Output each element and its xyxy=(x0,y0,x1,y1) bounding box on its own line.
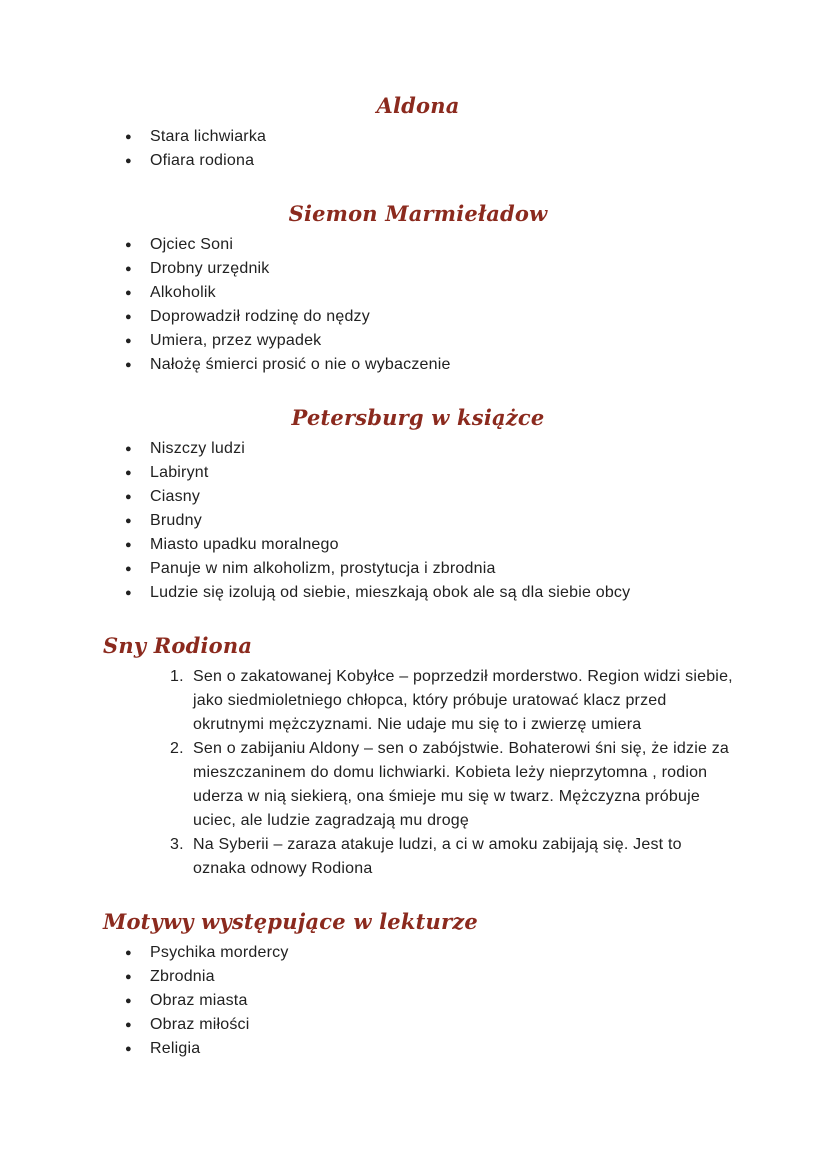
list-item: ● Labirynt xyxy=(150,461,733,485)
list-item: ● Umiera, przez wypadek xyxy=(150,329,733,353)
list-item: ● Ludzie się izolują od siebie, mieszkają obok ale są dla siebie obcy xyxy=(150,581,733,605)
list-item: ● Miasto upadku moralnego xyxy=(150,533,733,557)
bullet-list xyxy=(103,125,733,173)
section-sny-rodiona xyxy=(103,633,733,881)
section-heading: Petersburg w książce xyxy=(291,405,545,430)
section-aldona xyxy=(103,93,733,173)
list-item: ● Religia xyxy=(150,1037,733,1061)
list-item: ● Zbrodnia xyxy=(150,965,733,989)
list-item: ● Alkoholik xyxy=(150,281,733,305)
section-heading: Sny Rodiona xyxy=(103,633,253,658)
list-item: Sen o zakatowanej Kobyłce – poprzedził morderstwo. Region widzi siebie, jako siedmioletniego chłopca, który próbuje uratować klacz przed okrutnymi mężczyznami. Nie udaje mu się to i zwierzę umiera xyxy=(193,668,733,733)
section-heading: Aldona xyxy=(376,93,460,118)
section-heading: Siemon Marmieładow xyxy=(288,201,548,226)
list-item: ● Niszczy ludzi xyxy=(150,437,733,461)
list-item: Sen o zabijaniu Aldony – sen o zabójstwie. Bohaterowi śni się, że idzie za mieszczaninem do domu lichwiarki. Kobieta leży nieprzytomna , rodion uderza w nią siekierą, ona śmieje mu się w twarz. Mężczyzna próbuje uciec, ale ludzie zagradzają mu drogę xyxy=(193,740,729,829)
bullet-list xyxy=(103,233,733,377)
list-item: ● Obraz miłości xyxy=(150,1013,733,1037)
list-item: ● Panuje w nim alkoholizm, prostytucja i zbrodnia xyxy=(150,557,733,581)
list-item: ● Nałożę śmierci prosić o nie o wybaczenie xyxy=(150,353,733,377)
list-item: ● Psychika mordercy xyxy=(150,941,733,965)
section-motywy xyxy=(103,909,733,1061)
list-item: Na Syberii – zaraza atakuje ludzi, a ci w amoku zabijają się. Jest to oznaka odnowy Rodiona xyxy=(193,836,682,877)
section-petersburg xyxy=(103,405,733,605)
section-heading: Motywy występujące w lekturze xyxy=(103,909,478,934)
numbered-list xyxy=(103,665,733,881)
bullet-list xyxy=(103,437,733,605)
list-item: ● Ciasny xyxy=(150,485,733,509)
list-item: ● Drobny urzędnik xyxy=(150,257,733,281)
list-item: ● Doprowadził rodzinę do nędzy xyxy=(150,305,733,329)
section-siemon-marmieladow xyxy=(103,201,733,377)
list-item: ● Obraz miasta xyxy=(150,989,733,1013)
bullet-list xyxy=(103,941,733,1061)
list-item: ● Ojciec Soni xyxy=(150,233,733,257)
list-item: ● Ofiara rodiona xyxy=(150,149,733,173)
list-item: ● Brudny xyxy=(150,509,733,533)
list-item: ● Stara lichwiarka xyxy=(150,125,733,149)
